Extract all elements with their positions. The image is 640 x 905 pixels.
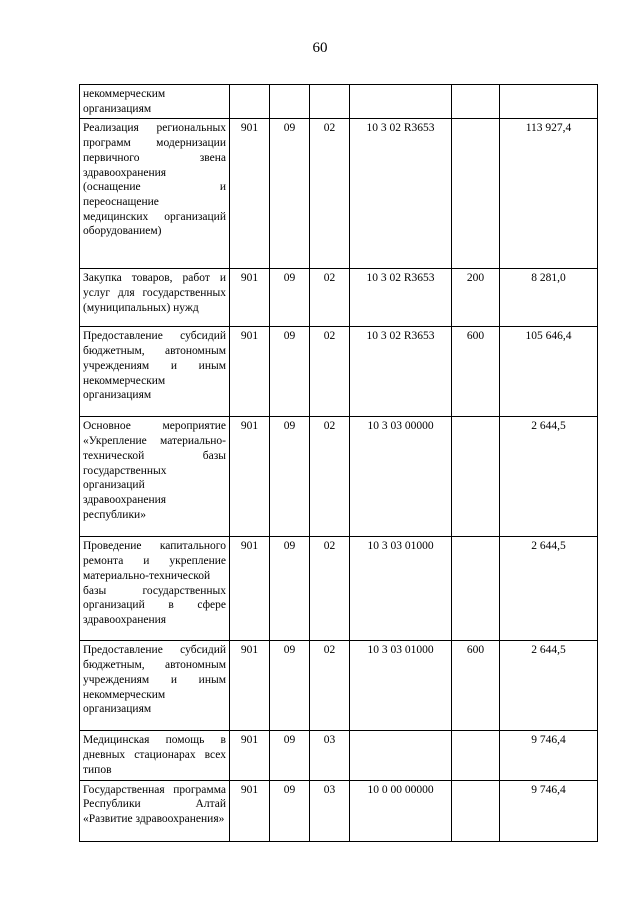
row-name: Закупка товаров, работ и услуг для государственных (муниципальных) нужд <box>80 269 230 327</box>
row-vr: 600 <box>452 641 500 731</box>
row-sum: 8 281,0 <box>500 269 598 327</box>
row-ved: 901 <box>230 327 270 417</box>
row-pr: 02 <box>310 537 350 641</box>
row-pr <box>310 85 350 119</box>
row-rz: 09 <box>270 417 310 537</box>
row-csr: 10 3 02 R3653 <box>350 119 452 269</box>
row-vr <box>452 119 500 269</box>
row-rz: 09 <box>270 537 310 641</box>
row-pr: 03 <box>310 780 350 841</box>
row-pr: 02 <box>310 417 350 537</box>
table-row <box>80 731 598 780</box>
row-pr: 03 <box>310 731 350 780</box>
row-sum: 9 746,4 <box>500 731 598 780</box>
row-rz: 09 <box>270 269 310 327</box>
row-vr: 600 <box>452 327 500 417</box>
row-rz: 09 <box>270 641 310 731</box>
row-name: Проведение капитального ремонта и укрепление материально-технической базы государственных организаций в сфере здравоохранения <box>80 537 230 641</box>
row-csr: 10 3 02 R3653 <box>350 269 452 327</box>
row-name: Основное мероприятие «Укрепление материально-технической базы государственных организаций здравоохранения республики» <box>80 417 230 537</box>
row-pr: 02 <box>310 269 350 327</box>
row-vr <box>452 731 500 780</box>
table-row <box>80 641 598 731</box>
row-csr <box>350 731 452 780</box>
row-ved: 901 <box>230 780 270 841</box>
row-pr: 02 <box>310 641 350 731</box>
table-row <box>80 269 598 327</box>
row-sum: 2 644,5 <box>500 641 598 731</box>
row-csr: 10 3 03 00000 <box>350 417 452 537</box>
row-sum: 2 644,5 <box>500 417 598 537</box>
row-name: Реализация региональных программ модернизации первичного звена здравоохранения (оснащение и переоснащение медицинских организаций оборудованием) <box>80 119 230 269</box>
row-vr: 200 <box>452 269 500 327</box>
budget-table <box>79 84 598 842</box>
row-rz <box>270 85 310 119</box>
table-row <box>80 780 598 841</box>
row-csr <box>350 85 452 119</box>
row-ved: 901 <box>230 537 270 641</box>
row-ved <box>230 85 270 119</box>
row-vr <box>452 85 500 119</box>
row-ved: 901 <box>230 731 270 780</box>
row-vr <box>452 417 500 537</box>
row-sum: 113 927,4 <box>500 119 598 269</box>
row-rz: 09 <box>270 327 310 417</box>
row-vr <box>452 780 500 841</box>
row-pr: 02 <box>310 327 350 417</box>
row-ved: 901 <box>230 417 270 537</box>
row-pr: 02 <box>310 119 350 269</box>
row-name: Предоставление субсидий бюджетным, автономным учреждениям и иным некоммерческим организациям <box>80 641 230 731</box>
row-sum: 9 746,4 <box>500 780 598 841</box>
table-row <box>80 417 598 537</box>
table-row <box>80 119 598 269</box>
table-row <box>80 327 598 417</box>
row-csr: 10 3 03 01000 <box>350 537 452 641</box>
row-rz: 09 <box>270 780 310 841</box>
row-ved: 901 <box>230 641 270 731</box>
table-row <box>80 537 598 641</box>
row-sum: 105 646,4 <box>500 327 598 417</box>
row-sum <box>500 85 598 119</box>
row-name: Медицинская помощь в дневных стационарах всех типов <box>80 731 230 780</box>
row-name: Государственная программа Республики Алтай «Развитие здравоохранения» <box>80 780 230 841</box>
row-vr <box>452 537 500 641</box>
row-csr: 10 3 02 R3653 <box>350 327 452 417</box>
row-ved: 901 <box>230 269 270 327</box>
table-row <box>80 85 598 119</box>
row-name: Предоставление субсидий бюджетным, автономным учреждениям и иным некоммерческим организациям <box>80 327 230 417</box>
row-sum: 2 644,5 <box>500 537 598 641</box>
row-rz: 09 <box>270 731 310 780</box>
row-csr: 10 0 00 00000 <box>350 780 452 841</box>
row-csr: 10 3 03 01000 <box>350 641 452 731</box>
row-ved: 901 <box>230 119 270 269</box>
row-rz: 09 <box>270 119 310 269</box>
row-name: некоммерческим организациям <box>80 85 230 119</box>
page-number: 60 <box>312 40 328 56</box>
